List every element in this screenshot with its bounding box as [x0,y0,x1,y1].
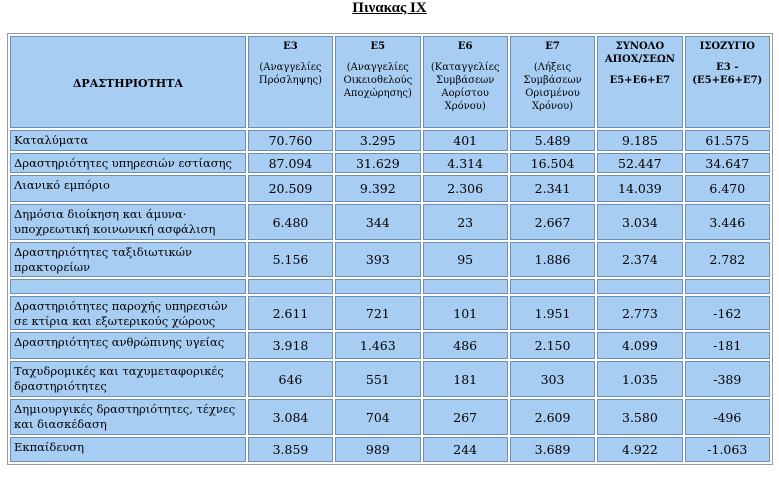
cell-e6: 244 [423,437,508,462]
cell-total: 14.039 [597,175,682,202]
header-code: ΣΥΝΟΛΟ ΑΠΟΧ/ΣΕΩΝ [604,41,675,65]
header-col-e3 [248,36,333,128]
header-col-e5 [335,36,420,128]
cell-total: 2.374 [597,242,682,277]
cell-e6: 486 [423,332,508,359]
cell-e6: 181 [423,361,508,397]
header-row [10,36,770,128]
spacer-cell [335,279,420,294]
header-code: Ε7 [545,41,560,52]
spacer-cell [248,279,333,294]
cell-balance: -389 [685,361,770,397]
cell-e5: 721 [335,296,420,330]
cell-total: 52.447 [597,153,682,173]
cell-balance: 6.470 [685,175,770,202]
table-row [10,361,770,397]
header-col-balance [685,36,770,128]
cell-e7: 2.150 [510,332,595,359]
cell-total: 4.922 [597,437,682,462]
header-desc: (Αναγγελίες Οικειοθελούς Αποχώρησης) [343,62,413,99]
row-label: Δημόσια διοίκηση και άμυνα· υποχρεωτική κοινωνική ασφάλιση [10,204,246,240]
data-table [7,33,773,465]
row-label: Δραστηριότητες ανθρώπινης υγείας [10,332,246,359]
cell-e6: 23 [423,204,508,240]
cell-e3: 3.084 [248,399,333,435]
cell-e3: 3.918 [248,332,333,359]
cell-e3: 2.611 [248,296,333,330]
header-activity: ΔΡΑΣΤΗΡΙΟΤΗΤΑ [10,36,246,128]
row-label: Καταλύματα [10,130,246,151]
cell-e5: 551 [335,361,420,397]
table-row [10,296,770,330]
header-col-total [597,36,682,128]
cell-e3: 6.480 [248,204,333,240]
header-desc: Ε3 - (Ε5+Ε6+Ε7) [692,62,763,86]
header-code: ΙΣΟΖΥΓΙΟ [699,41,755,52]
cell-e6: 101 [423,296,508,330]
cell-e7: 303 [510,361,595,397]
header-code: Ε5 [370,41,386,52]
cell-e5: 393 [335,242,420,277]
table-row [10,399,770,435]
row-label: Ταχυδρομικές και ταχυμεταφορικές δραστηριότητες [10,361,246,397]
cell-e5: 3.295 [335,130,420,151]
cell-e5: 31.629 [335,153,420,173]
cell-total: 2.773 [597,296,682,330]
cell-e5: 1.463 [335,332,420,359]
cell-total: 4.099 [597,332,682,359]
header-code: Ε6 [457,41,473,52]
cell-total: 1.035 [597,361,682,397]
cell-e7: 16.504 [510,153,595,173]
cell-balance: -162 [685,296,770,330]
spacer-row [10,279,770,294]
header-desc: Ε5+Ε6+Ε7 [609,75,671,86]
cell-e3: 5.156 [248,242,333,277]
cell-e6: 95 [423,242,508,277]
row-label: Δραστηριότητες υπηρεσιών εστίασης [10,153,246,173]
row-label: Δημιουργικές δραστηριότητες, τέχνες και διασκέδαση [10,399,246,435]
cell-total: 3.580 [597,399,682,435]
cell-balance: -1.063 [685,437,770,462]
cell-e7: 1.951 [510,296,595,330]
cell-e5: 989 [335,437,420,462]
spacer-cell [597,279,682,294]
row-label: Δραστηριότητες παροχής υπηρεσιών σε κτίρια και εξωτερικούς χώρους [10,296,246,330]
header-col-e6 [423,36,508,128]
table-row [10,130,770,151]
header-desc: (Αναγγελίες Πρόσληψης) [258,62,323,86]
spacer-cell [10,279,246,294]
cell-e3: 70.760 [248,130,333,151]
row-label: Δραστηριότητες ταξιδιωτικών πρακτορείων [10,242,246,277]
cell-e5: 704 [335,399,420,435]
table-row [10,437,770,462]
cell-e7: 2.609 [510,399,595,435]
cell-e3: 3.859 [248,437,333,462]
cell-balance: 2.782 [685,242,770,277]
cell-e6: 267 [423,399,508,435]
cell-balance: 34.647 [685,153,770,173]
spacer-cell [423,279,508,294]
row-label: Εκπαίδευση [10,437,246,462]
cell-e7: 2.341 [510,175,595,202]
cell-balance: 3.446 [685,204,770,240]
cell-e7: 2.667 [510,204,595,240]
header-col-e7 [510,36,595,128]
cell-e5: 9.392 [335,175,420,202]
cell-balance: -181 [685,332,770,359]
cell-e5: 344 [335,204,420,240]
cell-total: 3.034 [597,204,682,240]
table-row [10,153,770,173]
cell-e6: 4.314 [423,153,508,173]
header-code: Ε3 [283,41,298,52]
cell-e3: 646 [248,361,333,397]
cell-total: 9.185 [597,130,682,151]
header-desc: (Καταγγελίες Συμβάσεων Αορίστου Χρόνου) [430,62,500,112]
cell-e6: 2.306 [423,175,508,202]
spacer-cell [510,279,595,294]
cell-e6: 401 [423,130,508,151]
cell-balance: -496 [685,399,770,435]
cell-e7: 3.689 [510,437,595,462]
header-desc: (Λήξεις Συμβάσεων Ορισμένου Χρόνου) [523,62,582,112]
cell-e3: 20.509 [248,175,333,202]
spacer-cell [685,279,770,294]
cell-balance: 61.575 [685,130,770,151]
row-label: Λιανικό εμπόριο [10,175,246,202]
cell-e7: 5.489 [510,130,595,151]
cell-e7: 1.886 [510,242,595,277]
table-row [10,175,770,202]
table-title: Πινακας IX [352,0,427,16]
table-row [10,204,770,240]
table-row [10,332,770,359]
cell-e3: 87.094 [248,153,333,173]
table-row [10,242,770,277]
